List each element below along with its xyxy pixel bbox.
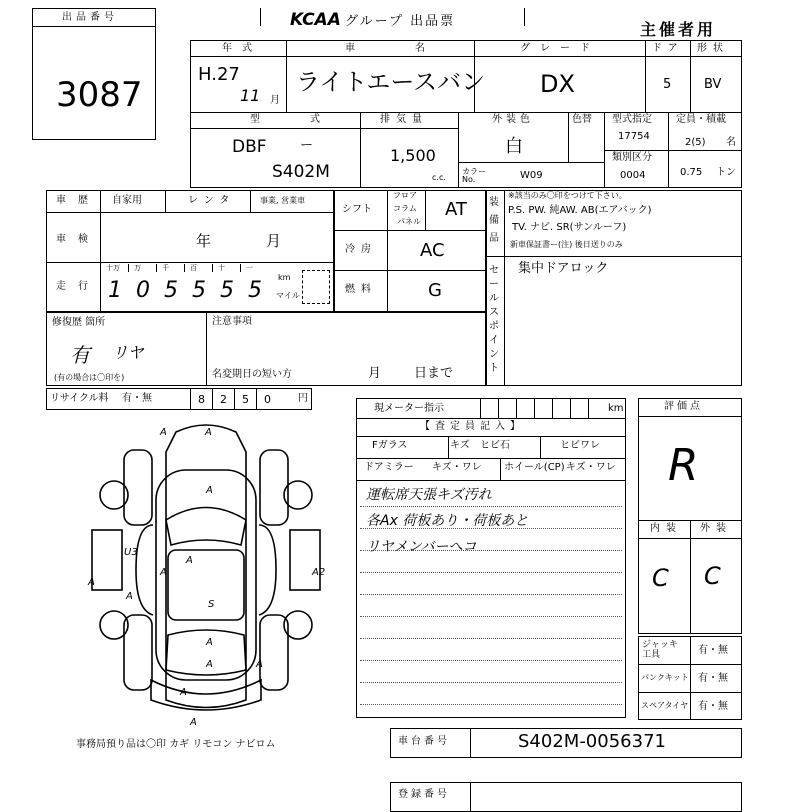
capacity-label: 定員・積載 xyxy=(676,114,726,125)
grade-value: DX xyxy=(540,70,575,98)
note-line xyxy=(360,704,622,705)
mileage-digit-label: 百 xyxy=(190,264,197,272)
equipment-line1: P.S. PW. 純AW. AB(エアバック) xyxy=(508,205,652,216)
year-value: H.27 xyxy=(198,64,240,85)
recycle-digit: 8 xyxy=(198,393,205,406)
name-label: 車名 xyxy=(345,43,485,54)
door-mirror-label: ドアミラー xyxy=(364,462,414,473)
mileage-digit: 5 xyxy=(220,278,234,303)
diagram-mark: A xyxy=(256,659,263,670)
history-rental: レンタ xyxy=(188,195,236,206)
equipment-table xyxy=(486,190,742,386)
type-designation-value: 17754 xyxy=(618,131,650,142)
repair-label: 修復歴 箇所 xyxy=(52,317,106,328)
notice-label: 注意事項 xyxy=(212,316,252,327)
recycle-label: リサイクル料 xyxy=(50,393,109,404)
f-glass-chip: ヒビ石 xyxy=(480,440,510,451)
meter-box-line xyxy=(534,398,535,418)
note-line xyxy=(360,660,622,661)
mileage-digit: 5 xyxy=(164,278,178,303)
color-label: 外装色 xyxy=(492,114,534,125)
meter-box-line xyxy=(552,398,553,418)
note-line xyxy=(360,638,622,639)
color-value: 白 xyxy=(505,136,523,157)
registration-label: 登録番号 xyxy=(398,789,450,800)
diagram-mark: U3 xyxy=(124,547,138,558)
history-label: 車歴 xyxy=(56,195,100,206)
inspection-year: 年 xyxy=(196,232,212,250)
diagram-mark: A xyxy=(126,591,133,602)
year-label: 年式 xyxy=(222,43,262,54)
doors-value: 5 xyxy=(663,77,672,92)
mileage-tick xyxy=(128,264,129,272)
mileage-digit-label: 一 xyxy=(246,264,253,272)
inspection-label: 車検 xyxy=(56,234,100,245)
tool-puncture-label: パンクキット xyxy=(641,673,689,682)
notice-month: 月 xyxy=(368,366,382,381)
history-private: 自家用 xyxy=(112,195,142,206)
class-label: 類別区分 xyxy=(612,152,652,163)
wheel-label: ホイール(CP) xyxy=(504,462,565,473)
f-glass-scratch: キズ xyxy=(450,440,470,451)
vehicle-name: ライトエースバン xyxy=(296,68,486,96)
diagram-mark: A2 xyxy=(312,567,326,578)
form-title: グループ 出品票 xyxy=(345,14,456,29)
mileage-digit: 5 xyxy=(192,278,206,303)
equipment-label: 装備品 xyxy=(489,197,499,244)
exterior-label: 外装 xyxy=(700,523,732,534)
shift-floor: フロア xyxy=(393,191,417,200)
meter-box-line xyxy=(588,398,589,418)
note-line xyxy=(360,506,622,507)
load-value: 0.75 xyxy=(680,167,703,178)
car-diagram xyxy=(56,410,356,730)
body-label: 形状 xyxy=(697,43,729,54)
note-line xyxy=(360,682,622,683)
diagram-mark: A xyxy=(190,717,197,728)
load-unit: トン xyxy=(716,167,736,178)
type-designation-label: 型式指定 xyxy=(612,114,652,125)
f-glass-label: Fガラス xyxy=(372,440,408,451)
tool-jack-value: 有・無 xyxy=(698,645,728,656)
color-no-label: カラー No. xyxy=(462,167,486,184)
meter-box-line xyxy=(480,398,481,418)
door-mirror-value: キズ・ワレ xyxy=(432,462,482,473)
tool-puncture-value: 有・無 xyxy=(698,673,728,684)
diagram-mark: A xyxy=(206,659,213,670)
score-value: R xyxy=(668,440,699,491)
type-dash: ー xyxy=(300,138,314,153)
diagram-mark: A xyxy=(160,427,167,438)
diagram-mark: A xyxy=(88,577,95,588)
type-label: 型式 xyxy=(250,114,370,125)
mileage-digit-label: 十 xyxy=(218,264,225,272)
notice-day: 日まで xyxy=(414,366,454,381)
recycle-options: 有・無 xyxy=(122,393,152,404)
equipment-note: ※該当のみ〇印をつけて下さい。 xyxy=(508,191,627,200)
lot-label: 出品番号 xyxy=(62,12,118,23)
body-value: BV xyxy=(704,77,722,92)
shift-value: AT xyxy=(445,199,467,220)
fuel-value: G xyxy=(428,280,442,301)
equipment-line3: 新車保証書ー(注) 後日送りのみ xyxy=(510,240,623,249)
sales-point-text: 集中ドアロック xyxy=(518,261,609,276)
diagram-mark: A xyxy=(160,567,167,578)
tool-jack-label: ジャッキ工具 xyxy=(642,640,678,660)
mileage-digit-label: 千 xyxy=(162,264,169,272)
inspection-month: 月 xyxy=(266,232,282,250)
diagram-mark: A xyxy=(180,687,187,698)
displacement-value: 1,500 xyxy=(390,146,436,165)
lot-number: 3087 xyxy=(56,75,143,115)
recycle-cell-line xyxy=(190,388,191,410)
recycle-cell-line xyxy=(256,388,257,410)
month-value: 11 xyxy=(240,86,261,105)
wheel-value: キズ・ワレ xyxy=(566,462,616,473)
mileage-tick xyxy=(156,264,157,272)
exterior-value: C xyxy=(704,562,721,590)
diagram-mark: A xyxy=(206,485,213,496)
interior-label: 内装 xyxy=(650,523,682,534)
diagram-mark: A xyxy=(205,427,212,438)
recycle-digit: 5 xyxy=(242,393,249,406)
history-business: 事業, 営業車 xyxy=(260,196,306,205)
interior-value: C xyxy=(652,564,669,592)
meter-box-line xyxy=(570,398,571,418)
mileage-tick xyxy=(212,264,213,272)
model-value: S402M xyxy=(272,162,330,182)
mileage-tick xyxy=(184,264,185,272)
meter-box-line xyxy=(516,398,517,418)
recycle-unit: 円 xyxy=(298,393,308,404)
recycle-cell-line xyxy=(212,388,213,410)
chassis-label: 車台番号 xyxy=(398,736,450,747)
office-note: 事務局預り品は〇印 カギ リモコン ナビロム xyxy=(76,739,276,750)
inspection-header: 【査定員記入】 xyxy=(420,421,525,432)
km-option: km xyxy=(278,273,291,282)
repair-detail: リヤ xyxy=(112,343,144,362)
note-line xyxy=(360,616,622,617)
sales-point-label: セールスポイント xyxy=(489,265,499,374)
cc-unit: c.c. xyxy=(432,173,446,182)
color-code: W09 xyxy=(520,170,543,181)
organizer-label: 主催者用 xyxy=(640,20,717,39)
mileage-digit: 5 xyxy=(248,278,262,303)
class-value: 0004 xyxy=(620,170,646,181)
mileage-digit-label: 万 xyxy=(134,264,141,272)
diagram-mark: A xyxy=(206,637,213,648)
inspection-note-1: 運転席天張キズ汚れ xyxy=(366,487,492,503)
mile-option: マイル xyxy=(276,291,300,300)
f-glass-crack: ヒビワレ xyxy=(560,440,600,451)
lot-box xyxy=(32,8,156,140)
ac-label: 冷房 xyxy=(345,244,377,255)
mileage-digit-label: 十万 xyxy=(106,264,120,272)
note-line xyxy=(360,572,622,573)
shift-label: シフト xyxy=(342,204,372,215)
shift-panel: パネル xyxy=(397,217,421,226)
shift-column: コラム xyxy=(393,204,417,213)
note-line xyxy=(360,594,622,595)
tool-spare-label: スペアタイヤ xyxy=(641,701,689,710)
score-label: 評価点 xyxy=(664,401,703,412)
displacement-label: 排気量 xyxy=(380,114,428,125)
recycle-digit: 0 xyxy=(264,393,271,406)
repair-value: 有 xyxy=(70,343,90,367)
mileage-digit: 0 xyxy=(136,278,150,303)
mileage-label: 走行 xyxy=(56,281,100,292)
type-prefix: DBF xyxy=(232,137,267,157)
grade-label: グレード xyxy=(520,43,600,54)
recycle-cell-line xyxy=(234,388,235,410)
equipment-line2: TV. ナビ. SR(サンルーフ) xyxy=(512,222,627,233)
mileage-tick xyxy=(240,264,241,272)
inspection-note-2: 各Ax 荷板あり・荷板あと xyxy=(366,513,529,529)
doors-label: ドア xyxy=(652,43,684,54)
meter-km: km xyxy=(608,403,624,414)
month-suffix: 月 xyxy=(270,95,280,106)
capacity-value: 2(5) xyxy=(685,137,706,148)
tool-spare-value: 有・無 xyxy=(698,701,728,712)
notice-short-name: 名変期日の短い方 xyxy=(212,369,292,380)
diagram-mark: S xyxy=(208,599,215,610)
recycle-digit: 2 xyxy=(220,393,227,406)
repair-note: (有の場合は〇印を) xyxy=(54,373,125,382)
meter-box-line xyxy=(498,398,499,418)
fuel-label: 燃料 xyxy=(345,284,377,295)
meter-label: 現メーター指示 xyxy=(374,403,444,414)
capacity-unit: 名 xyxy=(726,137,736,148)
mileage-digit: 1 xyxy=(108,278,122,303)
inspection-note-3: リヤメンバーへコ xyxy=(366,539,477,555)
diagram-mark: A xyxy=(186,555,193,566)
logo: KCAA xyxy=(290,10,341,30)
chassis-number: S402M-0056371 xyxy=(518,731,666,752)
color-change-label: 色替 xyxy=(572,114,592,125)
ac-value: AC xyxy=(420,240,445,261)
